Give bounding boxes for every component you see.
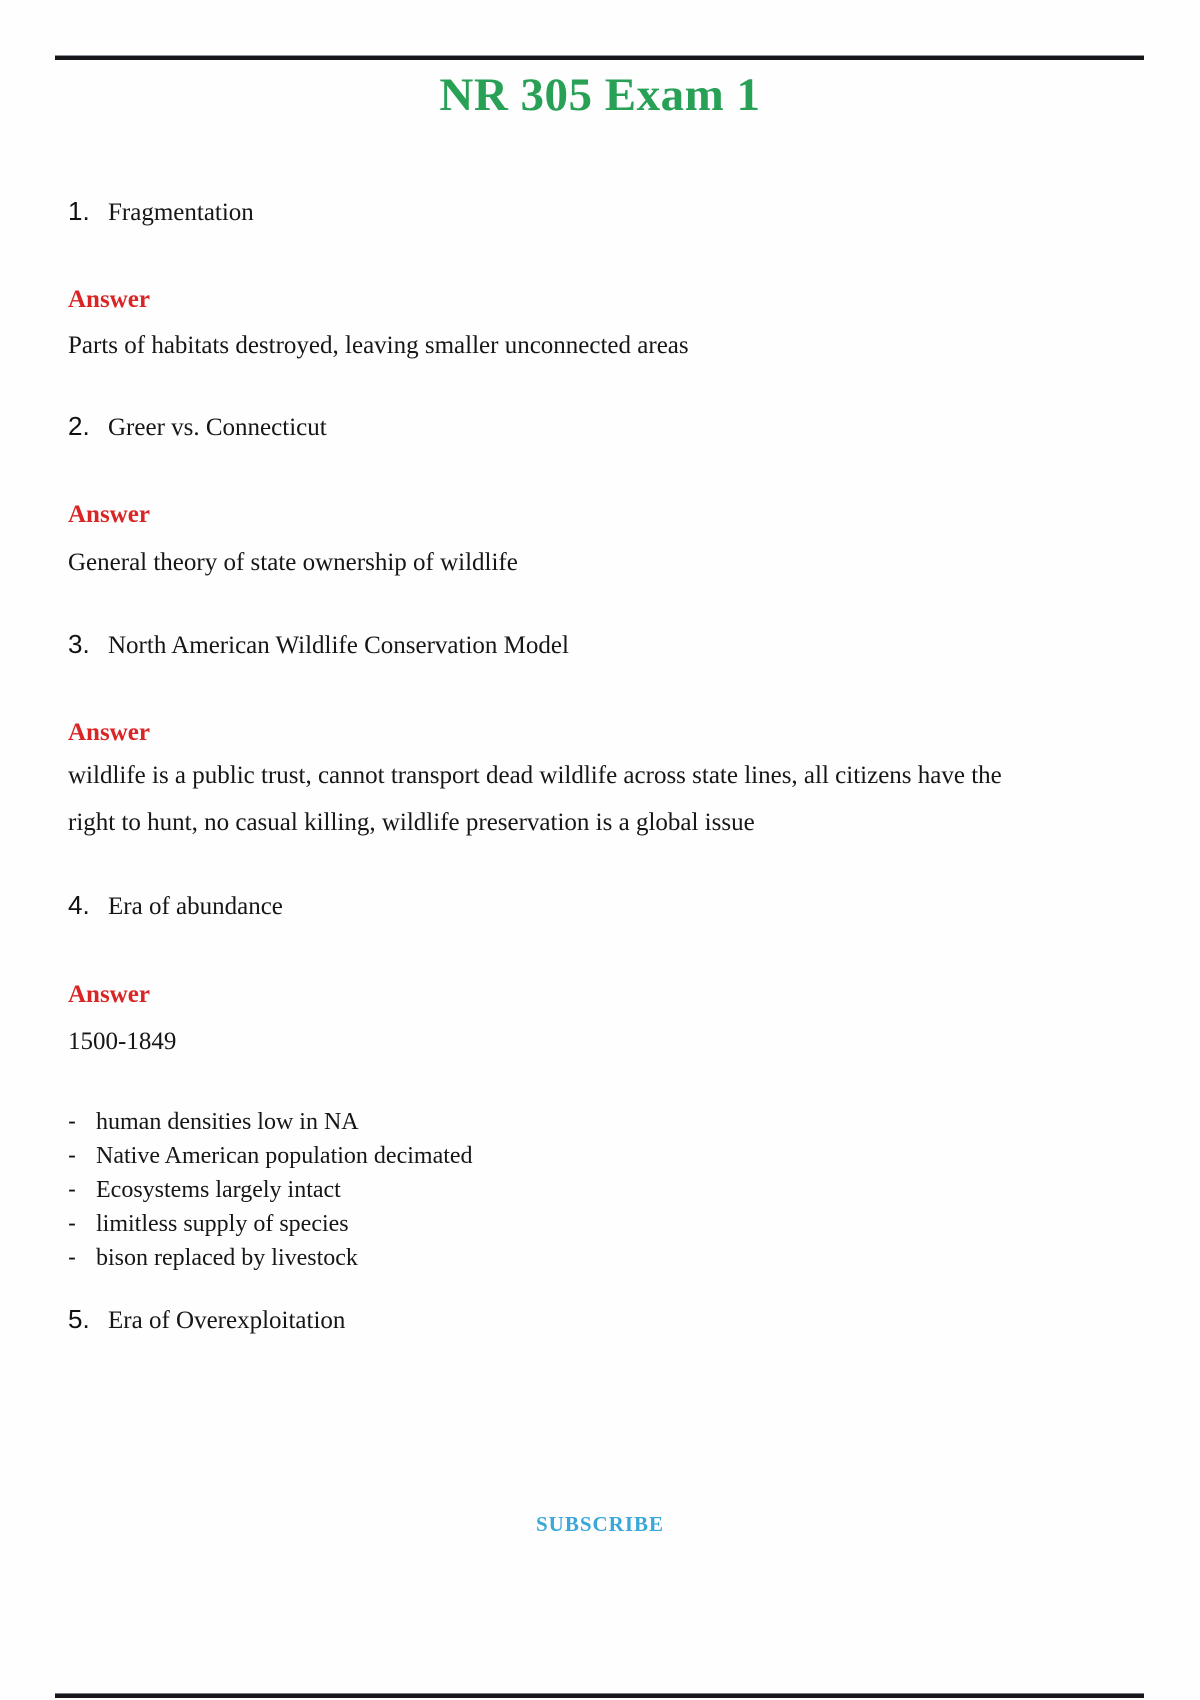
bullet-text: human densities low in NA	[96, 1109, 359, 1135]
bullet-dash: -	[68, 1142, 76, 1169]
question-text: Greer vs. Connecticut	[108, 414, 327, 441]
bullet-text: limitless supply of species	[96, 1211, 349, 1237]
answer-label: Answer	[68, 719, 150, 746]
bullet-dash: -	[68, 1176, 76, 1203]
top-rule	[55, 55, 1144, 60]
question-number: 2.	[68, 411, 90, 441]
question-item-2	[68, 411, 327, 442]
answer-label: Answer	[68, 981, 150, 1008]
bullet-item	[68, 1207, 473, 1241]
bullet-item	[68, 1139, 473, 1173]
question-item-1	[68, 196, 254, 227]
bullet-dash: -	[68, 1108, 76, 1135]
question-item-5	[68, 1304, 345, 1335]
question-text: Era of Overexploitation	[108, 1307, 346, 1334]
question-text: Era of abundance	[108, 893, 283, 920]
answer-line: General theory of state ownership of wildlife	[68, 549, 518, 576]
footer	[0, 1512, 1200, 1537]
bullet-dash: -	[68, 1210, 76, 1237]
bullet-item	[68, 1173, 473, 1207]
question-text: North American Wildlife Conservation Model	[108, 632, 569, 659]
subscribe-link[interactable]: SUBSCRIBE	[535, 1512, 665, 1536]
question-item-3	[68, 629, 569, 660]
bullet-text: Ecosystems largely intact	[96, 1177, 341, 1203]
question-number: 3.	[68, 629, 90, 659]
question-text: Fragmentation	[108, 199, 254, 226]
bullet-item	[68, 1105, 473, 1139]
answer-text	[68, 539, 518, 586]
answer-text	[68, 322, 689, 369]
answer-label: Answer	[68, 286, 150, 313]
bullet-item	[68, 1241, 473, 1275]
answer-text	[68, 752, 1002, 846]
answer-line: right to hunt, no casual killing, wildlife preservation is a global issue	[68, 809, 755, 836]
bullet-text: Native American population decimated	[96, 1143, 473, 1169]
question-item-4	[68, 890, 283, 921]
bullet-text: bison replaced by livestock	[96, 1245, 358, 1271]
question-number: 4.	[68, 890, 90, 920]
answer-line: 1500-1849	[68, 1028, 177, 1055]
question-number: 1.	[68, 196, 90, 226]
answer-label: Answer	[68, 501, 150, 528]
bullet-dash: -	[68, 1244, 76, 1271]
answer-line: wildlife is a public trust, cannot transport dead wildlife across state lines, all citizens have the	[68, 762, 1002, 789]
answer-bullet-list	[68, 1105, 473, 1275]
bottom-rule	[55, 1693, 1144, 1698]
answer-line: Parts of habitats destroyed, leaving smaller unconnected areas	[68, 332, 689, 359]
document-title: NR 305 Exam 1	[439, 69, 761, 121]
question-number: 5.	[68, 1304, 90, 1334]
answer-text	[68, 1018, 176, 1065]
